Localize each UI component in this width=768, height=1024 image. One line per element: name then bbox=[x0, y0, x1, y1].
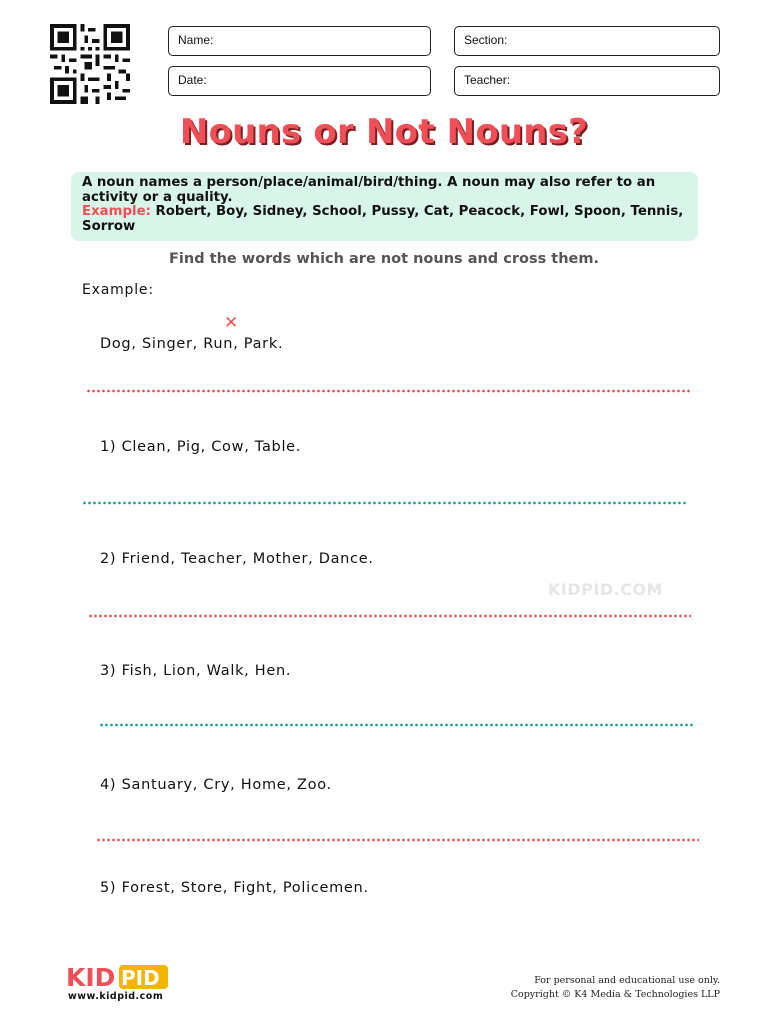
question-5: 5) Forest, Store, Fight, Policemen. bbox=[100, 880, 369, 896]
answer-line-2[interactable] bbox=[88, 614, 691, 618]
qr-code-icon bbox=[48, 24, 132, 104]
answer-line-1[interactable] bbox=[82, 501, 686, 505]
definition-text: A noun names a person/place/animal/bird/thing. A noun may also refer to an activity or a quality. bbox=[82, 175, 656, 205]
question-2: 2) Friend, Teacher, Mother, Dance. bbox=[100, 551, 374, 567]
footer-line-2: Copyright © K4 Media & Technologies LLP bbox=[510, 989, 720, 1000]
date-label: Date: bbox=[178, 73, 207, 87]
watermark: KIDPID.COM bbox=[548, 580, 663, 599]
name-field[interactable] bbox=[168, 26, 431, 56]
page-title: Nouns or Not Nouns? bbox=[179, 112, 589, 152]
answer-line-3[interactable] bbox=[99, 723, 695, 727]
teacher-label: Teacher: bbox=[464, 73, 511, 87]
teacher-field[interactable] bbox=[454, 66, 720, 96]
svg-text:KID: KID bbox=[66, 963, 116, 992]
example-sentence: Dog, Singer, Run, Park. bbox=[100, 336, 284, 352]
answer-line-4[interactable] bbox=[96, 838, 699, 842]
section-field[interactable] bbox=[454, 26, 720, 56]
kidpid-logo bbox=[66, 960, 170, 994]
definition-box bbox=[71, 172, 698, 241]
logo-url: www.kidpid.com bbox=[68, 991, 164, 1002]
definition-example-label: Example: bbox=[82, 204, 151, 219]
question-3: 3) Fish, Lion, Walk, Hen. bbox=[100, 663, 292, 679]
footer bbox=[511, 974, 720, 1002]
date-field[interactable] bbox=[168, 66, 431, 96]
example-heading: Example: bbox=[82, 282, 154, 298]
question-1: 1) Clean, Pig, Cow, Table. bbox=[100, 439, 302, 455]
definition-example-words: Robert, Boy, Sidney, School, Pussy, Cat, Peacock, Fowl, Spoon, Tennis, Sorrow bbox=[82, 204, 684, 234]
name-label: Name: bbox=[178, 33, 214, 47]
footer-line-1: For personal and educational use only. bbox=[534, 975, 720, 986]
section-label: Section: bbox=[464, 33, 508, 47]
svg-text:PID: PID bbox=[121, 966, 160, 990]
instruction-text: Find the words which are not nouns and cross them. bbox=[169, 251, 599, 267]
answer-line bbox=[86, 389, 690, 393]
question-4: 4) Santuary, Cry, Home, Zoo. bbox=[100, 777, 332, 793]
cross-mark-icon: ✕ bbox=[224, 313, 239, 333]
